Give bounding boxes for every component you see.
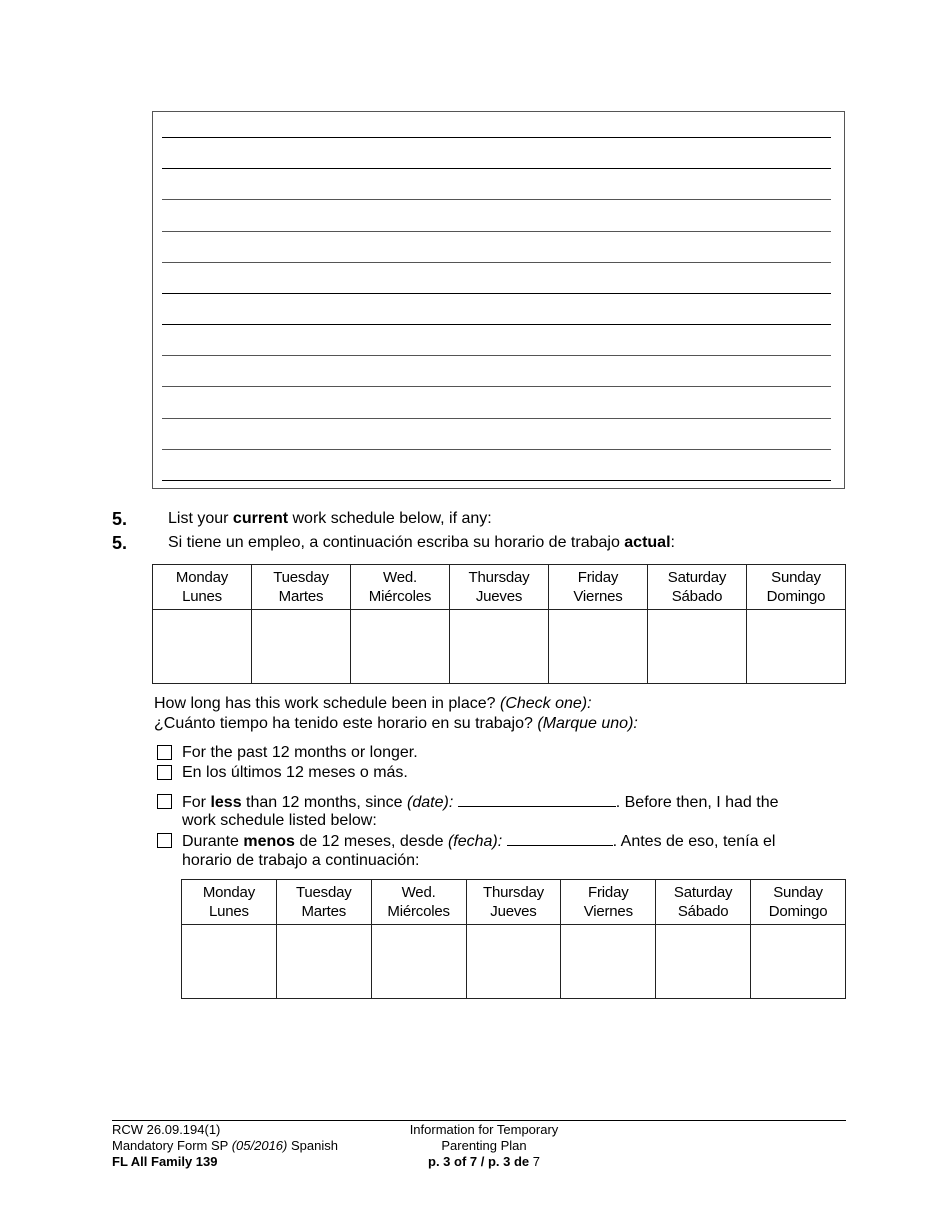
day-header-sunday: Sunday Domingo xyxy=(751,880,846,925)
day-header-sunday: Sunday Domingo xyxy=(747,565,846,610)
day-header-monday: Monday Lunes xyxy=(153,565,252,610)
day-header-thursday: Thursday Jueves xyxy=(450,565,549,610)
writing-line[interactable] xyxy=(162,324,831,325)
page-number: p. 3 of 7 / p. 3 de 7 xyxy=(428,1154,540,1169)
option-less-12-en: For less than 12 months, since (date): . Before then, I had the xyxy=(182,794,779,811)
day-header-tuesday: Tuesday Martes xyxy=(276,880,371,925)
schedule-cell-thursday[interactable] xyxy=(450,610,549,684)
footer-rule xyxy=(112,1120,846,1121)
option-past-12-en: For the past 12 months or longer. xyxy=(182,744,418,761)
footer-form-code: FL All Family 139 xyxy=(112,1154,218,1169)
footer-center xyxy=(384,1122,584,1170)
schedule-cell-friday[interactable] xyxy=(549,610,648,684)
day-header-friday: Friday Viernes xyxy=(549,565,648,610)
writing-box[interactable] xyxy=(152,111,845,489)
writing-line[interactable] xyxy=(162,355,831,356)
schedule-cell-friday[interactable] xyxy=(561,925,656,999)
schedule-cell-wednesday[interactable] xyxy=(351,610,450,684)
writing-line[interactable] xyxy=(162,449,831,450)
section-heading-en: List your current work schedule below, if any: xyxy=(168,510,492,527)
option-past-12-es: En los últimos 12 meses o más. xyxy=(182,764,408,781)
schedule-cell-monday[interactable] xyxy=(153,610,252,684)
day-header-wednesday: Wed. Miércoles xyxy=(371,880,466,925)
question-es: ¿Cuánto tiempo ha tenido este horario en su trabajo? (Marque uno): xyxy=(154,715,638,732)
table-row xyxy=(182,925,846,999)
footer-rcw: RCW 26.09.194(1) xyxy=(112,1122,221,1137)
current-schedule-table xyxy=(152,564,846,684)
day-header-saturday: Saturday Sábado xyxy=(648,565,747,610)
writing-line[interactable] xyxy=(162,418,831,419)
table-row xyxy=(153,610,846,684)
footer-form-subtitle: Parenting Plan xyxy=(441,1138,527,1153)
writing-line[interactable] xyxy=(162,137,831,138)
schedule-cell-tuesday[interactable] xyxy=(252,610,351,684)
date-field-en[interactable] xyxy=(458,792,616,807)
schedule-cell-thursday[interactable] xyxy=(466,925,561,999)
footer-form-id: Mandatory Form SP (05/2016) Spanish xyxy=(112,1138,338,1153)
day-header-wednesday: Wed. Miércoles xyxy=(351,565,450,610)
schedule-cell-monday[interactable] xyxy=(182,925,277,999)
option-less-12-en-line2: work schedule listed below: xyxy=(182,812,377,829)
day-header-thursday: Thursday Jueves xyxy=(466,880,561,925)
schedule-cell-saturday[interactable] xyxy=(656,925,751,999)
date-field-es[interactable] xyxy=(507,831,613,846)
previous-schedule-table xyxy=(181,879,846,999)
table-header-row xyxy=(153,565,846,610)
writing-line[interactable] xyxy=(162,168,831,169)
schedule-cell-tuesday[interactable] xyxy=(276,925,371,999)
schedule-cell-sunday[interactable] xyxy=(751,925,846,999)
writing-line[interactable] xyxy=(162,262,831,263)
checkbox-past-12-months-es[interactable] xyxy=(157,765,172,780)
checkbox-past-12-months-en[interactable] xyxy=(157,745,172,760)
day-header-saturday: Saturday Sábado xyxy=(656,880,751,925)
writing-line[interactable] xyxy=(162,231,831,232)
writing-line[interactable] xyxy=(162,199,831,200)
table-header-row xyxy=(182,880,846,925)
schedule-cell-saturday[interactable] xyxy=(648,610,747,684)
option-less-12-es: Durante menos de 12 meses, desde (fecha): . Antes de eso, tenía el xyxy=(182,833,776,850)
day-header-tuesday: Tuesday Martes xyxy=(252,565,351,610)
section-number-en: 5. xyxy=(112,509,128,529)
writing-line[interactable] xyxy=(162,386,831,387)
checkbox-less-12-months-es[interactable] xyxy=(157,833,172,848)
section-heading-es: Si tiene un empleo, a continuación escriba su horario de trabajo actual: xyxy=(168,534,675,551)
schedule-cell-sunday[interactable] xyxy=(747,610,846,684)
writing-line[interactable] xyxy=(162,293,831,294)
section-number-es: 5. xyxy=(112,533,128,553)
writing-line[interactable] xyxy=(162,480,831,481)
day-header-friday: Friday Viernes xyxy=(561,880,656,925)
schedule-cell-wednesday[interactable] xyxy=(371,925,466,999)
footer-left xyxy=(112,1122,338,1170)
option-less-12-es-line2: horario de trabajo a continuación: xyxy=(182,852,420,869)
question-en: How long has this work schedule been in place? (Check one): xyxy=(154,695,592,712)
footer-form-title: Information for Temporary xyxy=(409,1122,559,1137)
checkbox-less-12-months-en[interactable] xyxy=(157,794,172,809)
day-header-monday: Monday Lunes xyxy=(182,880,277,925)
